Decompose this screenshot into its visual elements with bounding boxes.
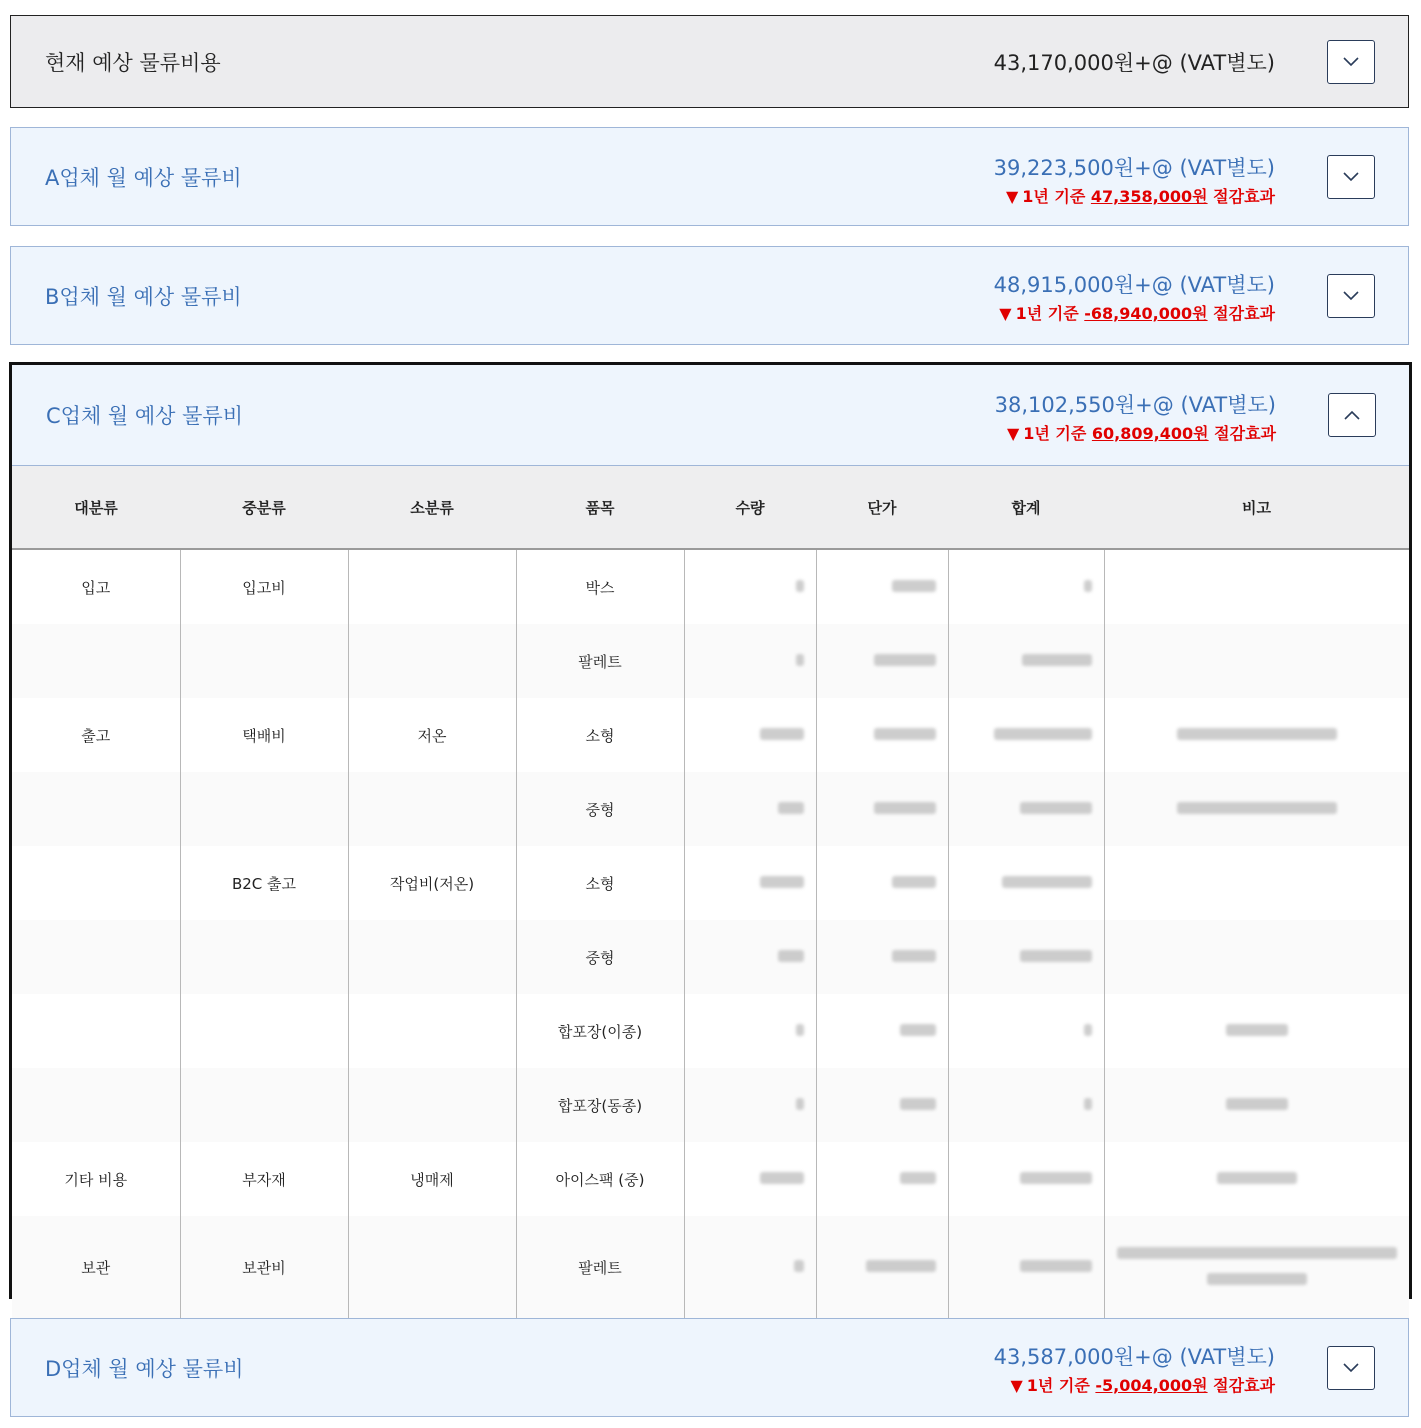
cell-item: 팔레트 bbox=[516, 1216, 684, 1318]
vendor-a-saving: ▼ 1년 기준 47,358,000원 절감효과 bbox=[1005, 187, 1275, 206]
vendor-c-header[interactable] bbox=[12, 365, 1409, 466]
cell-category: 보관 bbox=[12, 1216, 180, 1318]
table-row bbox=[12, 1068, 1409, 1142]
vendor-d-panel bbox=[10, 1318, 1409, 1417]
cell-subcategory bbox=[180, 920, 348, 994]
header-cell: 중분류 bbox=[180, 466, 348, 549]
collapse-button[interactable] bbox=[1328, 393, 1376, 437]
vendor-d-header[interactable] bbox=[11, 1319, 1408, 1416]
expand-button[interactable] bbox=[1327, 274, 1375, 318]
table-row bbox=[12, 772, 1409, 846]
current-cost-panel bbox=[10, 15, 1409, 108]
cell-unit-price-redacted bbox=[816, 772, 948, 846]
cell-category bbox=[12, 920, 180, 994]
expand-button[interactable] bbox=[1327, 155, 1375, 199]
vendor-c-saving: ▼ 1년 기준 60,809,400원 절감효과 bbox=[1006, 424, 1276, 443]
cell-item: 중형 bbox=[516, 772, 684, 846]
cell-total-redacted bbox=[948, 1068, 1104, 1142]
cell-note-redacted bbox=[1104, 772, 1409, 846]
cell-subcategory bbox=[180, 772, 348, 846]
cell-subcategory bbox=[180, 1068, 348, 1142]
cell-minor-category bbox=[348, 1216, 516, 1318]
cell-subcategory bbox=[180, 994, 348, 1068]
cell-note-redacted bbox=[1104, 698, 1409, 772]
cell-quantity-redacted bbox=[684, 1216, 816, 1318]
current-cost-title: 현재 예상 물류비용 bbox=[45, 50, 221, 75]
cell-item: 중형 bbox=[516, 920, 684, 994]
cell-total-redacted bbox=[948, 1216, 1104, 1318]
chevron-down-icon bbox=[1343, 1363, 1359, 1373]
vendor-a-header[interactable] bbox=[11, 128, 1408, 225]
cell-note bbox=[1104, 549, 1409, 624]
cell-category bbox=[12, 846, 180, 920]
cell-minor-category bbox=[348, 772, 516, 846]
cell-unit-price-redacted bbox=[816, 994, 948, 1068]
cell-minor-category bbox=[348, 624, 516, 698]
cell-quantity-redacted bbox=[684, 549, 816, 624]
cell-note-redacted bbox=[1104, 1068, 1409, 1142]
table-row bbox=[12, 1216, 1409, 1318]
cell-unit-price-redacted bbox=[816, 846, 948, 920]
cell-total-redacted bbox=[948, 549, 1104, 624]
expand-button[interactable] bbox=[1327, 40, 1375, 84]
cell-subcategory: B2C 출고 bbox=[180, 846, 348, 920]
table-row bbox=[12, 1142, 1409, 1216]
vendor-d-title: D업체 월 예상 물류비 bbox=[45, 1356, 244, 1381]
vendor-d-saving: ▼ 1년 기준 -5,004,000원 절감효과 bbox=[1010, 1376, 1275, 1395]
vendor-b-amount: 48,915,000원+@ (VAT별도) bbox=[993, 273, 1275, 297]
header-cell: 합계 bbox=[948, 466, 1104, 549]
header-cell: 비고 bbox=[1104, 466, 1409, 549]
down-triangle-icon: ▼ bbox=[1010, 1376, 1023, 1395]
cell-unit-price-redacted bbox=[816, 1216, 948, 1318]
table-row bbox=[12, 698, 1409, 772]
cell-item: 팔레트 bbox=[516, 624, 684, 698]
vendor-d-amount: 43,587,000원+@ (VAT별도) bbox=[993, 1345, 1275, 1369]
table-row bbox=[12, 624, 1409, 698]
cell-quantity-redacted bbox=[684, 772, 816, 846]
cell-unit-price-redacted bbox=[816, 624, 948, 698]
table-row bbox=[12, 549, 1409, 624]
chevron-up-icon bbox=[1344, 410, 1360, 420]
down-triangle-icon: ▼ bbox=[1006, 424, 1020, 443]
cell-total-redacted bbox=[948, 624, 1104, 698]
cell-minor-category bbox=[348, 549, 516, 624]
header-cell: 대분류 bbox=[12, 466, 180, 549]
cell-unit-price-redacted bbox=[816, 698, 948, 772]
cell-minor-category bbox=[348, 920, 516, 994]
cell-note bbox=[1104, 920, 1409, 994]
cell-item: 합포장(동종) bbox=[516, 1068, 684, 1142]
down-triangle-icon: ▼ bbox=[999, 304, 1012, 323]
cell-unit-price-redacted bbox=[816, 549, 948, 624]
cell-minor-category: 저온 bbox=[348, 698, 516, 772]
vendor-c-panel bbox=[9, 362, 1412, 1299]
header-cell: 수량 bbox=[684, 466, 816, 549]
current-cost-header[interactable] bbox=[11, 16, 1408, 107]
cell-total-redacted bbox=[948, 698, 1104, 772]
chevron-down-icon bbox=[1343, 172, 1359, 182]
cell-subcategory: 입고비 bbox=[180, 549, 348, 624]
cell-unit-price-redacted bbox=[816, 920, 948, 994]
cell-minor-category: 냉매제 bbox=[348, 1142, 516, 1216]
chevron-down-icon bbox=[1343, 291, 1359, 301]
cell-subcategory: 택배비 bbox=[180, 698, 348, 772]
cell-note-redacted bbox=[1104, 1216, 1409, 1318]
cell-minor-category bbox=[348, 1068, 516, 1142]
current-cost-amount: 43,170,000원+@ (VAT별도) bbox=[993, 50, 1275, 75]
table-row bbox=[12, 846, 1409, 920]
vendor-b-header[interactable] bbox=[11, 247, 1408, 344]
vendor-b-saving: ▼ 1년 기준 -68,940,000원 절감효과 bbox=[999, 304, 1275, 323]
cell-quantity-redacted bbox=[684, 920, 816, 994]
cell-category bbox=[12, 994, 180, 1068]
cell-category bbox=[12, 1068, 180, 1142]
cost-detail-table bbox=[12, 466, 1409, 1318]
cell-unit-price-redacted bbox=[816, 1142, 948, 1216]
cell-total-redacted bbox=[948, 994, 1104, 1068]
cell-category bbox=[12, 624, 180, 698]
cell-subcategory bbox=[180, 624, 348, 698]
header-cell: 품목 bbox=[516, 466, 684, 549]
cell-quantity-redacted bbox=[684, 698, 816, 772]
cell-category bbox=[12, 772, 180, 846]
cell-item: 소형 bbox=[516, 846, 684, 920]
vendor-a-title: A업체 월 예상 물류비 bbox=[45, 165, 242, 190]
header-cell: 소분류 bbox=[348, 466, 516, 549]
cell-note-redacted bbox=[1104, 1142, 1409, 1216]
cell-subcategory: 보관비 bbox=[180, 1216, 348, 1318]
cell-minor-category bbox=[348, 994, 516, 1068]
down-triangle-icon: ▼ bbox=[1005, 187, 1019, 206]
cell-quantity-redacted bbox=[684, 846, 816, 920]
vendor-a-amount: 39,223,500원+@ (VAT별도) bbox=[993, 156, 1275, 180]
cell-item: 아이스팩 (중) bbox=[516, 1142, 684, 1216]
table-row bbox=[12, 994, 1409, 1068]
table-header-row bbox=[12, 466, 1409, 549]
cell-category: 출고 bbox=[12, 698, 180, 772]
vendor-b-title: B업체 월 예상 물류비 bbox=[45, 284, 242, 309]
cell-total-redacted bbox=[948, 846, 1104, 920]
cell-quantity-redacted bbox=[684, 1068, 816, 1142]
cell-minor-category: 작업비(저온) bbox=[348, 846, 516, 920]
cell-total-redacted bbox=[948, 1142, 1104, 1216]
cell-item: 박스 bbox=[516, 549, 684, 624]
table-row bbox=[12, 920, 1409, 994]
chevron-down-icon bbox=[1343, 57, 1359, 67]
vendor-c-title: C업체 월 예상 물류비 bbox=[46, 404, 243, 428]
cell-note-redacted bbox=[1104, 994, 1409, 1068]
cell-subcategory: 부자재 bbox=[180, 1142, 348, 1216]
vendor-a-panel bbox=[10, 127, 1409, 226]
cell-quantity-redacted bbox=[684, 624, 816, 698]
cell-quantity-redacted bbox=[684, 1142, 816, 1216]
cell-note bbox=[1104, 624, 1409, 698]
expand-button[interactable] bbox=[1327, 1346, 1375, 1390]
cell-total-redacted bbox=[948, 772, 1104, 846]
cell-category: 입고 bbox=[12, 549, 180, 624]
vendor-b-panel bbox=[10, 246, 1409, 345]
cell-item: 소형 bbox=[516, 698, 684, 772]
cell-quantity-redacted bbox=[684, 994, 816, 1068]
cell-category: 기타 비용 bbox=[12, 1142, 180, 1216]
cell-note bbox=[1104, 846, 1409, 920]
cell-unit-price-redacted bbox=[816, 1068, 948, 1142]
cell-total-redacted bbox=[948, 920, 1104, 994]
cell-item: 합포장(이종) bbox=[516, 994, 684, 1068]
vendor-c-amount: 38,102,550원+@ (VAT별도) bbox=[994, 393, 1276, 417]
header-cell: 단가 bbox=[816, 466, 948, 549]
